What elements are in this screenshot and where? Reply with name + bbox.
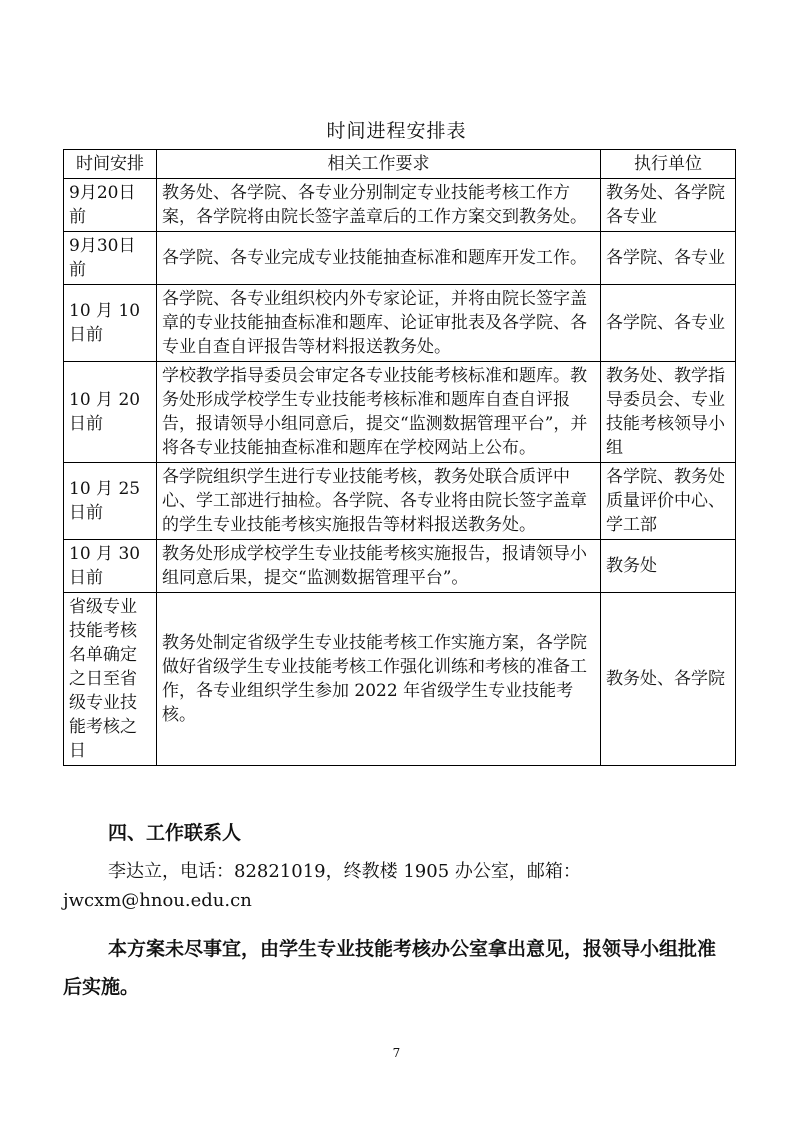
row-requirement: 各学院、各专业完成专业技能抽查标准和题库开发工作。 bbox=[157, 232, 601, 285]
row-time: 10 月 20日前 bbox=[64, 362, 157, 463]
row-time: 9月20日前 bbox=[64, 179, 157, 232]
table-row bbox=[64, 285, 736, 362]
table-row bbox=[64, 463, 736, 540]
row-unit: 教务处、各学院 bbox=[601, 593, 736, 766]
table-header-row bbox=[64, 150, 736, 179]
row-requirement: 教务处形成学校学生专业技能考核实施报告，报请领导小组同意后果，提交“监测数据管理平台”。 bbox=[157, 540, 601, 593]
header-requirements: 相关工作要求 bbox=[157, 150, 601, 179]
section-heading: 四、工作联系人 bbox=[108, 822, 242, 844]
row-time: 10 月 30日前 bbox=[64, 540, 157, 593]
row-time: 省级专业技能考核名单确定之日至省级专业技能考核之日 bbox=[64, 593, 157, 766]
contact-info: 李达立，电话：82821019，终教楼 1905 办公室，邮箱： bbox=[108, 861, 581, 882]
schedule-table bbox=[63, 149, 736, 766]
row-unit: 教务处、教学指导委员会、专业技能考核领导小组 bbox=[601, 362, 736, 463]
header-time: 时间安排 bbox=[64, 150, 157, 179]
table-title: 时间进程安排表 bbox=[326, 120, 467, 142]
page-number: 7 bbox=[392, 1046, 401, 1060]
table-row bbox=[64, 179, 736, 232]
row-requirement: 学校教学指导委员会审定各专业技能考核标准和题库。教务处形成学校学生专业技能考核标准和题库自查自评报告，报请领导小组同意后，提交“监测数据管理平台”，并将各专业技能抽查标准和题库在学校网站上公布。 bbox=[157, 362, 601, 463]
table-row bbox=[64, 540, 736, 593]
row-time: 10 月 10日前 bbox=[64, 285, 157, 362]
row-unit: 各学院、各专业 bbox=[601, 232, 736, 285]
row-requirement: 教务处、各学院、各专业分别制定专业技能考核工作方案，各学院将由院长签字盖章后的工作方案交到教务处。 bbox=[157, 179, 601, 232]
table-row bbox=[64, 232, 736, 285]
row-unit: 教务处 bbox=[601, 540, 736, 593]
row-requirement: 各学院组织学生进行专业技能考核，教务处联合质评中心、学工部进行抽检。各学院、各专业将由院长签字盖章的学生专业技能考核实施报告等材料报送教务处。 bbox=[157, 463, 601, 540]
row-requirement: 教务处制定省级学生专业技能考核工作实施方案，各学院做好省级学生专业技能考核工作强化训练和考核的准备工作，各专业组织学生参加 2022 年省级学生专业技能考核。 bbox=[157, 593, 601, 766]
header-unit: 执行单位 bbox=[601, 150, 736, 179]
row-unit: 教务处、各学院各专业 bbox=[601, 179, 736, 232]
closing-statement: 本方案未尽事宜，由学生专业技能考核办公室拿出意见，报领导小组批准后实施。 bbox=[63, 938, 717, 998]
table-row bbox=[64, 362, 736, 463]
row-time: 10 月 25日前 bbox=[64, 463, 157, 540]
row-time: 9月30日前 bbox=[64, 232, 157, 285]
email-address: jwcxm@hnou.edu.cn bbox=[63, 890, 252, 911]
row-requirement: 各学院、各专业组织校内外专家论证，并将由院长签字盖章的专业技能抽查标准和题库、论证审批表及各学院、各专业自查自评报告等材料报送教务处。 bbox=[157, 285, 601, 362]
row-unit: 各学院、各专业 bbox=[601, 285, 736, 362]
table-row bbox=[64, 593, 736, 766]
row-unit: 各学院、教务处质量评价中心、学工部 bbox=[601, 463, 736, 540]
